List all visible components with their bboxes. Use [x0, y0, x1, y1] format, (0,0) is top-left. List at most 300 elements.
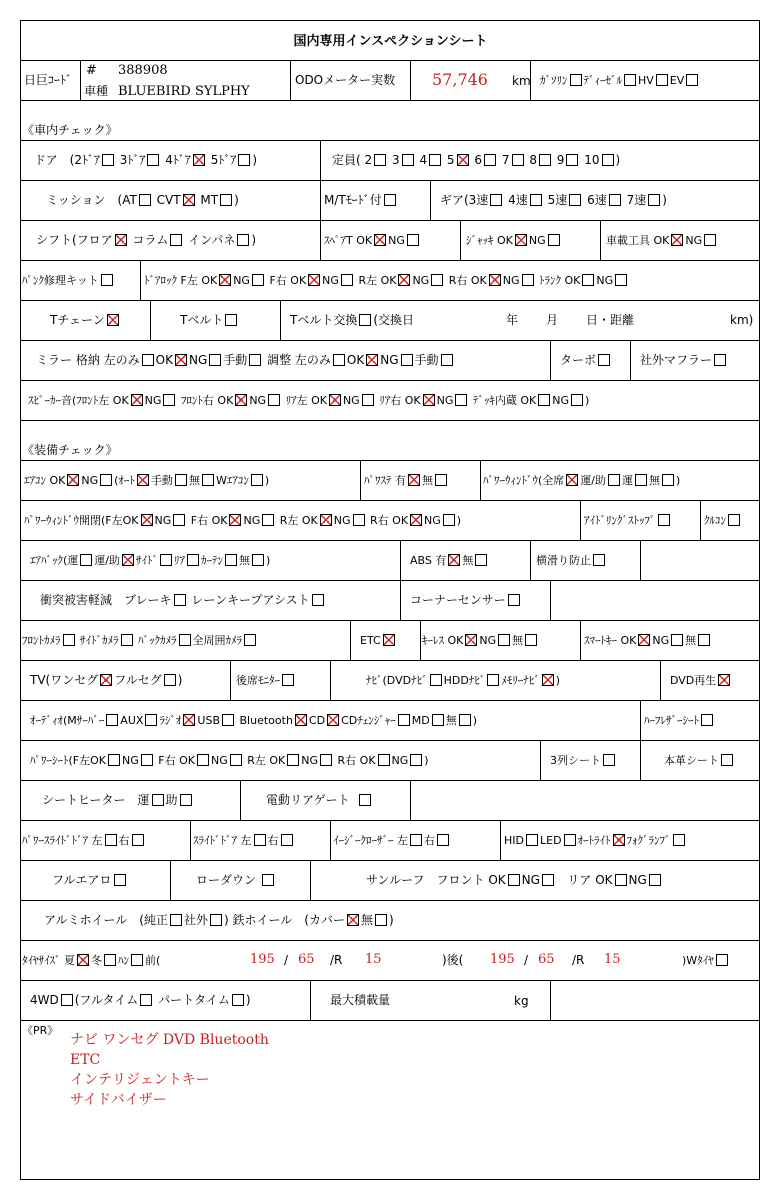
- tbelt-year: 年: [506, 313, 519, 327]
- alloy-genuine-checkbox[interactable]: [170, 914, 182, 926]
- collision-checkbox[interactable]: [174, 594, 186, 606]
- speaker-row: [28, 394, 589, 406]
- door-2-checkbox[interactable]: [102, 154, 114, 166]
- doorlock-rr-ok-checkbox[interactable]: [489, 274, 501, 286]
- led-label: LED: [540, 834, 562, 847]
- sd-row: [193, 834, 295, 846]
- lane-keep-checkbox[interactable]: [312, 594, 324, 606]
- ps-yes-checkbox[interactable]: [408, 474, 420, 486]
- doorlock-rr-ng-label: NG: [502, 274, 520, 287]
- ac-ok-checkbox[interactable]: [67, 474, 79, 486]
- hid-checkbox[interactable]: [526, 834, 538, 846]
- pw-none-label: 無: [649, 474, 661, 487]
- smartkey: [584, 634, 712, 646]
- sd-right-checkbox[interactable]: [281, 834, 293, 846]
- tbelt-checkbox[interactable]: [225, 314, 237, 326]
- doorlock-rl-ok-checkbox[interactable]: [398, 274, 410, 286]
- audio-md-checkbox[interactable]: [432, 714, 444, 726]
- audio-none-checkbox[interactable]: [459, 714, 471, 726]
- navi-dvd-label: ﾅﾋﾞ(DVDﾅﾋﾞ: [366, 674, 428, 687]
- pseat-fr-ng-label: NG: [210, 754, 228, 767]
- pseat-fr-ok-checkbox[interactable]: [197, 754, 209, 766]
- tv-fullseg-checkbox[interactable]: [164, 674, 176, 686]
- pwo-fr-ok-checkbox[interactable]: [229, 514, 241, 526]
- capacity-3-checkbox[interactable]: [402, 154, 414, 166]
- back-cam-label: ﾊﾞｯｸｶﾒﾗ: [138, 634, 177, 647]
- mission-cvt-label: CVT: [156, 193, 181, 207]
- mirror-fold-manual-label: 手動: [223, 353, 248, 367]
- capacity-10-checkbox[interactable]: [602, 154, 614, 166]
- light-row: [504, 834, 687, 846]
- doorlock-rr-ng-checkbox[interactable]: [522, 274, 534, 286]
- speaker-fl-ng-checkbox[interactable]: [163, 394, 175, 406]
- abs-yes-checkbox[interactable]: [448, 554, 460, 566]
- sd-left-label: ｽﾗｲﾄﾞﾄﾞｱ 左: [193, 834, 252, 847]
- mirror-fold-ng-checkbox[interactable]: [209, 354, 221, 366]
- pwo-fl-ng-label: NG: [154, 514, 172, 527]
- rear-gate-checkbox[interactable]: [359, 794, 371, 806]
- speaker-rr-label: ﾘｱ右 OK: [379, 394, 421, 407]
- pwo-rl-label: R左 OK: [279, 514, 318, 527]
- half-leather-checkbox[interactable]: [701, 714, 713, 726]
- tchain-label: Tチェーン: [50, 313, 105, 327]
- mirror-fold-ok-checkbox[interactable]: [175, 354, 187, 366]
- muffler: [640, 354, 728, 366]
- ps-none-label: 無: [422, 474, 433, 487]
- psd-right-checkbox[interactable]: [132, 834, 144, 846]
- capacity-5-checkbox[interactable]: [457, 154, 469, 166]
- front-cam-checkbox[interactable]: [63, 634, 75, 646]
- skid-label: 横滑り防止: [536, 554, 591, 567]
- mirror-fold-ng-label: NG: [188, 353, 208, 367]
- door-3-checkbox[interactable]: [147, 154, 159, 166]
- ac-ok-label: ｴｱｺﾝ OK: [24, 474, 66, 487]
- abs: [410, 554, 489, 566]
- cruise-checkbox[interactable]: [728, 514, 740, 526]
- airbag-curtain-checkbox[interactable]: [225, 554, 237, 566]
- keyless-none-checkbox[interactable]: [525, 634, 537, 646]
- steel-none-checkbox[interactable]: [375, 914, 387, 926]
- section-interior: 《車内チェック》: [22, 123, 118, 137]
- pr-label: 《PR》: [22, 1024, 59, 1037]
- gear-4-checkbox[interactable]: [530, 194, 542, 206]
- audio-usb-label: USB: [197, 714, 221, 727]
- turbo-checkbox[interactable]: [598, 354, 610, 366]
- leather-checkbox[interactable]: [721, 754, 733, 766]
- etc-label: ETC: [360, 634, 381, 647]
- pseat-rl-ng-label: NG: [301, 754, 319, 767]
- airbag-rear-checkbox[interactable]: [187, 554, 199, 566]
- fuel-gasoline-label: ｶﾞｿﾘﾝ: [540, 74, 568, 87]
- tools-ng-checkbox[interactable]: [704, 234, 716, 246]
- jack: [466, 234, 562, 246]
- sunroof-front-ok-checkbox[interactable]: [508, 874, 520, 886]
- pseat-row: [30, 754, 429, 766]
- door-3-label: 3ﾄﾞｱ: [119, 153, 146, 167]
- foglamp-checkbox[interactable]: [673, 834, 685, 846]
- audio-mserver-checkbox[interactable]: [106, 714, 118, 726]
- etc-checkbox[interactable]: [383, 634, 395, 646]
- side-cam-checkbox[interactable]: [121, 634, 133, 646]
- ec-right-checkbox[interactable]: [437, 834, 449, 846]
- idling-stop-checkbox[interactable]: [658, 514, 670, 526]
- rear-monitor-label: 後席ﾓﾆﾀｰ: [236, 674, 280, 687]
- mirror-adjust-ok-checkbox[interactable]: [366, 354, 378, 366]
- wd-row: [30, 994, 251, 1006]
- audio-cd-checkbox[interactable]: [327, 714, 339, 726]
- capacity-9-checkbox[interactable]: [566, 154, 578, 166]
- doorlock-fl-ok-checkbox[interactable]: [219, 274, 231, 286]
- skid-checkbox[interactable]: [593, 554, 605, 566]
- doorlock-rl-ng-checkbox[interactable]: [431, 274, 443, 286]
- mirror-fold-manual-checkbox[interactable]: [249, 354, 261, 366]
- pseat-fl-ng-checkbox[interactable]: [141, 754, 153, 766]
- pr-line-2: ETC: [70, 1052, 101, 1068]
- capacity-2-checkbox[interactable]: [374, 154, 386, 166]
- tchain: [50, 314, 121, 326]
- gear-6-label: 6速: [587, 193, 607, 207]
- sunroof-rear-ok-checkbox[interactable]: [615, 874, 627, 886]
- muffler-label: 社外マフラー: [640, 353, 713, 367]
- ac-none-label: 無: [188, 474, 200, 487]
- doorlock-fr-label: F右 OK: [269, 274, 307, 287]
- half-leather: [644, 714, 715, 726]
- capacity-5-label: 5: [446, 153, 455, 167]
- doorlock-rl-ng-label: NG: [412, 274, 430, 287]
- smartkey-ng-label: NG: [652, 634, 670, 647]
- pseat-fr-label: F右 OK: [158, 754, 195, 767]
- tbelt-exchange-checkbox[interactable]: [359, 314, 371, 326]
- tire-winter-checkbox[interactable]: [104, 954, 116, 966]
- keyless-ng-checkbox[interactable]: [498, 634, 510, 646]
- ac-ng-checkbox[interactable]: [100, 474, 112, 486]
- spare-ng-checkbox[interactable]: [407, 234, 419, 246]
- mirror-adjust-ng-checkbox[interactable]: [401, 354, 413, 366]
- smartkey-none-checkbox[interactable]: [698, 634, 710, 646]
- audio-none-label: 無: [445, 714, 457, 727]
- heater-driver-checkbox[interactable]: [152, 794, 164, 806]
- audio-md-label: MD: [411, 714, 430, 727]
- speaker-fl-ok-checkbox[interactable]: [131, 394, 143, 406]
- turbo-label: ターボ: [560, 353, 597, 367]
- wd-full-checkbox[interactable]: [140, 994, 152, 1006]
- rear-monitor-checkbox[interactable]: [282, 674, 294, 686]
- puncture-kit-checkbox[interactable]: [101, 274, 113, 286]
- airbag-none-label: 無: [239, 554, 251, 567]
- abs-label: ABS 有: [410, 554, 447, 567]
- sd-left-checkbox[interactable]: [254, 834, 266, 846]
- tbelt-day-dist: 日・距離: [586, 313, 635, 327]
- heater-pass-label: 助: [165, 793, 178, 807]
- navi-mem-checkbox[interactable]: [542, 674, 554, 686]
- airbag-none-checkbox[interactable]: [252, 554, 264, 566]
- mission-at-checkbox[interactable]: [139, 194, 151, 206]
- corner-sensor: [410, 594, 522, 606]
- puncture-kit-label: ﾊﾟﾝｸ修理キット: [22, 274, 99, 287]
- pw-dp-checkbox[interactable]: [608, 474, 620, 486]
- pw-none-checkbox[interactable]: [662, 474, 674, 486]
- steel-none-label: 無: [360, 913, 373, 927]
- navi-hdd-checkbox[interactable]: [487, 674, 499, 686]
- keyless-ok-checkbox[interactable]: [465, 634, 477, 646]
- wheel-row: [44, 914, 394, 926]
- ec-left-label: ｲｰｼﾞｰｸﾛｰｻﾞｰ 左: [333, 834, 408, 847]
- pseat-rr-ok-checkbox[interactable]: [378, 754, 390, 766]
- audio-aux-checkbox[interactable]: [145, 714, 157, 726]
- jack-ng-checkbox[interactable]: [548, 234, 560, 246]
- ac-row: [24, 474, 269, 486]
- audio-radio-checkbox[interactable]: [183, 714, 195, 726]
- door-2-label: ドア (2ﾄﾞｱ: [34, 153, 100, 167]
- leather-label: 本革シート: [664, 754, 719, 767]
- pwo-rl-ng-checkbox[interactable]: [353, 514, 365, 526]
- pseat-rl-ng-checkbox[interactable]: [320, 754, 332, 766]
- keyless: [422, 634, 539, 646]
- pseat-fl-ok-checkbox[interactable]: [108, 754, 120, 766]
- pseat-fr-ng-checkbox[interactable]: [230, 754, 242, 766]
- shift-inpane-checkbox[interactable]: [237, 234, 249, 246]
- half-leather-label: ﾊｰﾌﾚｻﾞｰｼｰﾄ: [644, 714, 699, 727]
- around-cam-checkbox[interactable]: [244, 634, 256, 646]
- speaker-rl-ng-checkbox[interactable]: [362, 394, 374, 406]
- shift-floor-label: シフト(フロア: [36, 233, 113, 247]
- around-cam-label: 全周囲ｶﾒﾗ: [192, 634, 242, 647]
- tire-summer-checkbox[interactable]: [77, 954, 89, 966]
- odo-unit: km: [512, 74, 531, 88]
- skid-control: [536, 554, 607, 566]
- ec-left-checkbox[interactable]: [410, 834, 422, 846]
- pseat-rr-ng-checkbox[interactable]: [410, 754, 422, 766]
- tbelt-month: 月: [546, 313, 559, 327]
- doorlock-rl-label: R左 OK: [358, 274, 397, 287]
- doorlock-trunk-ok-checkbox[interactable]: [582, 274, 594, 286]
- spare-ok-checkbox[interactable]: [374, 234, 386, 246]
- jack-ok-checkbox[interactable]: [515, 234, 527, 246]
- shift-row: [36, 234, 256, 246]
- airbag-dp-checkbox[interactable]: [122, 554, 134, 566]
- mirror-adjust-manual-checkbox[interactable]: [441, 354, 453, 366]
- sunroof-rear-ng-checkbox[interactable]: [649, 874, 661, 886]
- gear-4-label: 4速: [508, 193, 528, 207]
- tire-rear-aspect: 65: [538, 952, 555, 967]
- shift-column-label: コラム: [132, 233, 169, 247]
- mt-mode-checkbox[interactable]: [384, 194, 396, 206]
- mirror-fold-left-checkbox[interactable]: [142, 354, 154, 366]
- odo-label: ODOメーター実数: [295, 73, 396, 87]
- corner-sensor-checkbox[interactable]: [508, 594, 520, 606]
- pwo-fr-ng-label: NG: [243, 514, 261, 527]
- audio-bluetooth-label: Bluetooth: [239, 714, 293, 727]
- gear-5-checkbox[interactable]: [569, 194, 581, 206]
- back-cam-checkbox[interactable]: [179, 634, 191, 646]
- doorlock-fl-ng-checkbox[interactable]: [252, 274, 264, 286]
- wd-part-checkbox[interactable]: [232, 994, 244, 1006]
- audio-close: ): [472, 714, 477, 727]
- airbag-driver-checkbox[interactable]: [80, 554, 92, 566]
- speaker-fr-ng-checkbox[interactable]: [268, 394, 280, 406]
- audio-cd-label: CD: [308, 714, 326, 727]
- tchain-checkbox[interactable]: [107, 314, 119, 326]
- tv-oneseg-checkbox[interactable]: [100, 674, 112, 686]
- steel-cover-checkbox[interactable]: [347, 914, 359, 926]
- doorlock-trunk-ng-checkbox[interactable]: [615, 274, 627, 286]
- ac-w-checkbox[interactable]: [251, 474, 263, 486]
- speaker-deck-ok-checkbox[interactable]: [538, 394, 550, 406]
- pwo-rl-ok-checkbox[interactable]: [320, 514, 332, 526]
- pr-line-4: サイドバイザー: [70, 1092, 167, 1108]
- fuel-diesel-checkbox[interactable]: [624, 74, 636, 86]
- mission-mt-checkbox[interactable]: [220, 194, 232, 206]
- gear-3-label: ギア(3速: [440, 193, 489, 207]
- audio-bluetooth-checkbox[interactable]: [295, 714, 307, 726]
- pwo-fr-ng-checkbox[interactable]: [262, 514, 274, 526]
- tools-ok-checkbox[interactable]: [671, 234, 683, 246]
- full-aero-checkbox[interactable]: [114, 874, 126, 886]
- ac-none-checkbox[interactable]: [202, 474, 214, 486]
- code-value: 388908: [118, 63, 168, 78]
- pwo-fl-ng-checkbox[interactable]: [173, 514, 185, 526]
- gear-close: ): [662, 193, 667, 207]
- abs-none-checkbox[interactable]: [475, 554, 487, 566]
- autolight-label: ｵｰﾄﾗｲﾄ: [577, 834, 611, 847]
- tbelt-label: Tベルト: [180, 313, 224, 327]
- sunroof-front-ng-checkbox[interactable]: [542, 874, 554, 886]
- heater-pass-checkbox[interactable]: [180, 794, 192, 806]
- speaker-rl-label: ﾘｱ左 OK: [285, 394, 327, 407]
- rear-gate: [266, 794, 373, 806]
- speaker-rl-ok-checkbox[interactable]: [329, 394, 341, 406]
- audio-cdchanger-label: CDﾁｪﾝｼﾞｬｰ: [341, 714, 396, 727]
- power-window: [483, 474, 680, 486]
- mirror-adjust-left-checkbox[interactable]: [333, 354, 345, 366]
- mission-cvt-checkbox[interactable]: [183, 194, 195, 206]
- alloy-aftermarket-checkbox[interactable]: [210, 914, 222, 926]
- capacity-10-label: 10: [584, 153, 600, 167]
- fuel-gasoline-checkbox[interactable]: [570, 74, 582, 86]
- pseat-rl-ok-checkbox[interactable]: [287, 754, 299, 766]
- airbag-curtain-label: ｶｰﾃﾝ: [201, 554, 224, 567]
- pseat-close: ): [424, 754, 429, 767]
- power-steering: [364, 474, 449, 486]
- sunroof-rear-ng-label: NG: [628, 873, 647, 887]
- pseat-rr-ng-label: NG: [391, 754, 409, 767]
- speaker-deck-ng-checkbox[interactable]: [571, 394, 583, 406]
- capacity-4-label: 4: [419, 153, 428, 167]
- speaker-fr-ok-checkbox[interactable]: [235, 394, 247, 406]
- tire-han-checkbox[interactable]: [131, 954, 143, 966]
- lowdown-checkbox[interactable]: [262, 874, 274, 886]
- psd-left-checkbox[interactable]: [105, 834, 117, 846]
- capacity-4-checkbox[interactable]: [429, 154, 441, 166]
- doorlock-rr-label: R右 OK: [448, 274, 487, 287]
- ac-auto-checkbox[interactable]: [137, 474, 149, 486]
- led-checkbox[interactable]: [564, 834, 576, 846]
- doorlock-fr-ng-checkbox[interactable]: [341, 274, 353, 286]
- gear-7-checkbox[interactable]: [648, 194, 660, 206]
- wd-part-label: パートタイム: [158, 993, 230, 1007]
- tire-front-radial: /R: [330, 953, 343, 967]
- airbag-driver-label: ｴｱﾊﾞｯｸ(運: [30, 554, 79, 567]
- navi-dvd-checkbox[interactable]: [430, 674, 442, 686]
- third-row-label: 3列シート: [550, 754, 601, 767]
- gear-6-checkbox[interactable]: [609, 194, 621, 206]
- seat-heater: [42, 794, 194, 806]
- shift-floor-checkbox[interactable]: [115, 234, 127, 246]
- mission-at-label: ミッション (AT: [46, 193, 137, 207]
- leather-seat: [664, 754, 735, 766]
- pwo-rr-label: R右 OK: [370, 514, 409, 527]
- hid-label: HID: [504, 834, 524, 847]
- pwo-rr-ng-checkbox[interactable]: [443, 514, 455, 526]
- ps-none-checkbox[interactable]: [435, 474, 447, 486]
- shift-column-checkbox[interactable]: [170, 234, 182, 246]
- ac-w-label: Wｴｱｺﾝ: [215, 474, 249, 487]
- gear-5-label: 5速: [547, 193, 568, 207]
- steel-close: ): [388, 913, 394, 927]
- tire-rear-rim: 15: [604, 952, 621, 967]
- capacity-7-checkbox[interactable]: [512, 154, 524, 166]
- speaker-fl-ng-label: NG: [144, 394, 162, 407]
- doorlock-fr-ok-checkbox[interactable]: [308, 274, 320, 286]
- fuel-hv-checkbox[interactable]: [656, 74, 668, 86]
- speaker-rl-ng-label: NG: [342, 394, 360, 407]
- w-tire-checkbox[interactable]: [716, 954, 728, 966]
- psd-row: [22, 834, 146, 846]
- code-label: 日巨ｺｰﾄﾞ: [24, 73, 73, 87]
- third-row-checkbox[interactable]: [603, 754, 615, 766]
- fuel-ev-checkbox[interactable]: [686, 74, 698, 86]
- door-5-checkbox[interactable]: [238, 154, 250, 166]
- tools: [606, 234, 718, 246]
- dvd-play-checkbox[interactable]: [718, 674, 730, 686]
- muffler-checkbox[interactable]: [714, 354, 726, 366]
- mirror-adjust-ok-label: OK: [346, 353, 365, 367]
- steel-cover-label: 鉄ホイール (カバー: [232, 913, 345, 927]
- code-prefix: #: [86, 63, 97, 78]
- ac-ng-label: NG: [81, 474, 99, 487]
- camera-row: [22, 634, 258, 646]
- airbag-side-checkbox[interactable]: [160, 554, 172, 566]
- shift-inpane-label: インパネ: [188, 233, 236, 247]
- speaker-deck-ng-label: NG: [552, 394, 569, 407]
- audio-cdchanger-checkbox[interactable]: [398, 714, 410, 726]
- door-4-label: 4ﾄﾞｱ: [165, 153, 191, 167]
- capacity-close: ): [615, 153, 621, 167]
- smartkey-ok-checkbox[interactable]: [638, 634, 650, 646]
- door-4-checkbox[interactable]: [193, 154, 205, 166]
- audio-usb-checkbox[interactable]: [222, 714, 234, 726]
- pwo-fl-ok-checkbox[interactable]: [141, 514, 153, 526]
- pwo-rr-ok-checkbox[interactable]: [410, 514, 422, 526]
- capacity-8-checkbox[interactable]: [539, 154, 551, 166]
- capacity-6-checkbox[interactable]: [484, 154, 496, 166]
- pw-driver-label: 運: [622, 474, 634, 487]
- pw-all-checkbox[interactable]: [566, 474, 578, 486]
- w-tire: [682, 954, 730, 966]
- speaker-rr-ok-checkbox[interactable]: [423, 394, 435, 406]
- pw-driver-checkbox[interactable]: [635, 474, 647, 486]
- smartkey-ng-checkbox[interactable]: [671, 634, 683, 646]
- speaker-deck-label: ﾃﾞｯｷ内蔵 OK: [472, 394, 537, 407]
- speaker-rr-ng-checkbox[interactable]: [455, 394, 467, 406]
- pseat-fl-label: ﾊﾟﾜｰｼｰﾄ(F左OK: [30, 754, 106, 767]
- navi-close: ): [555, 674, 561, 687]
- ac-manual-checkbox[interactable]: [175, 474, 187, 486]
- autolight-checkbox[interactable]: [613, 834, 625, 846]
- gear-3-checkbox[interactable]: [490, 194, 502, 206]
- wd-checkbox[interactable]: [61, 994, 73, 1006]
- pwo-rr-ng-label: NG: [424, 514, 441, 527]
